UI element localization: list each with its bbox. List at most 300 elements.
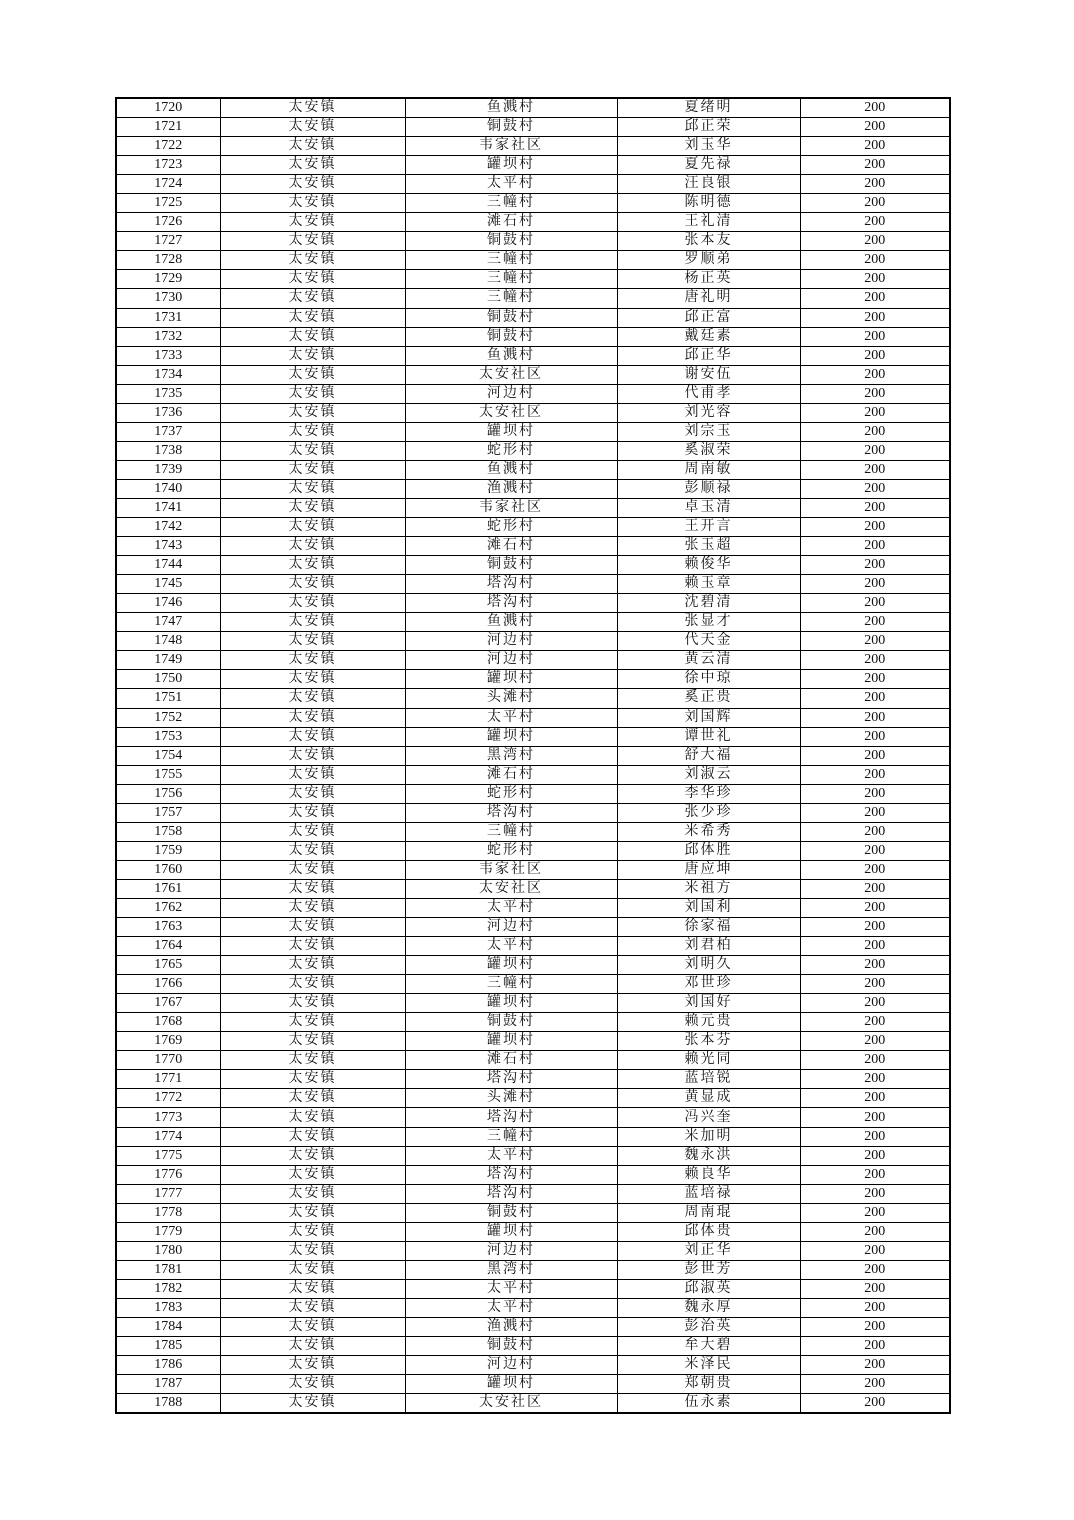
table-row [116,1318,950,1337]
person-name-cell: 代天金 [617,632,800,651]
serial-number-cell: 1737 [116,422,220,441]
town-cell: 太安镇 [220,232,405,251]
town-cell: 太安镇 [220,365,405,384]
serial-number-cell: 1750 [116,670,220,689]
table-row [116,956,950,975]
amount-cell: 200 [800,346,950,365]
amount-cell: 200 [800,137,950,156]
serial-number-cell: 1779 [116,1222,220,1241]
serial-number-cell: 1724 [116,175,220,194]
village-cell: 蛇形村 [405,441,617,460]
serial-number-cell: 1761 [116,879,220,898]
serial-number-cell: 1772 [116,1089,220,1108]
town-cell: 太安镇 [220,403,405,422]
table-row [116,1127,950,1146]
person-name-cell: 邱淑英 [617,1279,800,1298]
person-name-cell: 邱体贵 [617,1222,800,1241]
village-cell: 铜鼓村 [405,1013,617,1032]
village-cell: 鱼溅村 [405,460,617,479]
table-row [116,1070,950,1089]
serial-number-cell: 1731 [116,308,220,327]
person-name-cell: 赖良华 [617,1165,800,1184]
table-row [116,651,950,670]
village-cell: 三幢村 [405,194,617,213]
serial-number-cell: 1784 [116,1318,220,1337]
serial-number-cell: 1785 [116,1337,220,1356]
town-cell: 太安镇 [220,1184,405,1203]
table-row [116,746,950,765]
village-cell: 太安社区 [405,365,617,384]
table-row [116,346,950,365]
serial-number-cell: 1774 [116,1127,220,1146]
village-cell: 蛇形村 [405,518,617,537]
serial-number-cell: 1755 [116,765,220,784]
amount-cell: 200 [800,1222,950,1241]
person-name-cell: 刘淑云 [617,765,800,784]
serial-number-cell: 1730 [116,289,220,308]
serial-number-cell: 1745 [116,575,220,594]
village-cell: 河边村 [405,1356,617,1375]
amount-cell: 200 [800,803,950,822]
table-row [116,327,950,346]
person-name-cell: 刘国辉 [617,708,800,727]
amount-cell: 200 [800,727,950,746]
town-cell: 太安镇 [220,251,405,270]
amount-cell: 200 [800,1337,950,1356]
serial-number-cell: 1777 [116,1184,220,1203]
town-cell: 太安镇 [220,441,405,460]
table-row [116,1222,950,1241]
town-cell: 太安镇 [220,746,405,765]
serial-number-cell: 1773 [116,1108,220,1127]
amount-cell: 200 [800,441,950,460]
village-cell: 罐坝村 [405,1222,617,1241]
town-cell: 太安镇 [220,460,405,479]
amount-cell: 200 [800,689,950,708]
table-row [116,1184,950,1203]
serial-number-cell: 1722 [116,137,220,156]
town-cell: 太安镇 [220,613,405,632]
village-cell: 塔沟村 [405,1108,617,1127]
town-cell: 太安镇 [220,270,405,289]
person-name-cell: 赖玉章 [617,575,800,594]
person-name-cell: 张本芬 [617,1032,800,1051]
town-cell: 太安镇 [220,518,405,537]
town-cell: 太安镇 [220,822,405,841]
person-name-cell: 杨正英 [617,270,800,289]
town-cell: 太安镇 [220,1146,405,1165]
person-name-cell: 米希秀 [617,822,800,841]
serial-number-cell: 1747 [116,613,220,632]
amount-cell: 200 [800,289,950,308]
person-name-cell: 魏永厚 [617,1298,800,1317]
amount-cell: 200 [800,708,950,727]
person-name-cell: 邱体胜 [617,841,800,860]
table-row [116,1108,950,1127]
village-cell: 太平村 [405,1279,617,1298]
serial-number-cell: 1726 [116,213,220,232]
amount-cell: 200 [800,670,950,689]
village-cell: 铜鼓村 [405,308,617,327]
amount-cell: 200 [800,898,950,917]
serial-number-cell: 1766 [116,975,220,994]
village-cell: 鱼溅村 [405,98,617,118]
serial-number-cell: 1768 [116,1013,220,1032]
amount-cell: 200 [800,1279,950,1298]
village-cell: 塔沟村 [405,1165,617,1184]
person-name-cell: 谭世礼 [617,727,800,746]
amount-cell: 200 [800,156,950,175]
serial-number-cell: 1764 [116,937,220,956]
town-cell: 太安镇 [220,175,405,194]
serial-number-cell: 1735 [116,384,220,403]
table-row [116,422,950,441]
amount-cell: 200 [800,651,950,670]
village-cell: 三幢村 [405,289,617,308]
village-cell: 鱼溅村 [405,346,617,365]
serial-number-cell: 1744 [116,556,220,575]
town-cell: 太安镇 [220,670,405,689]
town-cell: 太安镇 [220,118,405,137]
town-cell: 太安镇 [220,1165,405,1184]
village-cell: 罐坝村 [405,956,617,975]
village-cell: 三幢村 [405,975,617,994]
serial-number-cell: 1723 [116,156,220,175]
table-row [116,784,950,803]
person-name-cell: 蓝培禄 [617,1184,800,1203]
village-cell: 滩石村 [405,537,617,556]
village-cell: 铜鼓村 [405,327,617,346]
town-cell: 太安镇 [220,479,405,498]
amount-cell: 200 [800,784,950,803]
person-name-cell: 张玉超 [617,537,800,556]
amount-cell: 200 [800,118,950,137]
village-cell: 太安社区 [405,879,617,898]
table-row [116,879,950,898]
town-cell: 太安镇 [220,556,405,575]
serial-number-cell: 1760 [116,860,220,879]
town-cell: 太安镇 [220,803,405,822]
town-cell: 太安镇 [220,498,405,517]
serial-number-cell: 1758 [116,822,220,841]
village-cell: 太安社区 [405,403,617,422]
serial-number-cell: 1728 [116,251,220,270]
table-row [116,1375,950,1394]
serial-number-cell: 1746 [116,594,220,613]
village-cell: 太平村 [405,175,617,194]
person-name-cell: 徐中琼 [617,670,800,689]
amount-cell: 200 [800,175,950,194]
amount-cell: 200 [800,632,950,651]
person-name-cell: 蓝培锐 [617,1070,800,1089]
person-name-cell: 彭治英 [617,1318,800,1337]
serial-number-cell: 1783 [116,1298,220,1317]
table-row [116,498,950,517]
amount-cell: 200 [800,937,950,956]
town-cell: 太安镇 [220,1394,405,1414]
village-cell: 蛇形村 [405,784,617,803]
amount-cell: 200 [800,422,950,441]
village-cell: 塔沟村 [405,1070,617,1089]
serial-number-cell: 1781 [116,1260,220,1279]
table-row [116,213,950,232]
person-name-cell: 徐家福 [617,918,800,937]
town-cell: 太安镇 [220,1051,405,1070]
serial-number-cell: 1748 [116,632,220,651]
village-cell: 鱼溅村 [405,613,617,632]
person-name-cell: 黄显成 [617,1089,800,1108]
serial-number-cell: 1725 [116,194,220,213]
person-name-cell: 刘明久 [617,956,800,975]
person-name-cell: 周南琨 [617,1203,800,1222]
town-cell: 太安镇 [220,98,405,118]
serial-number-cell: 1756 [116,784,220,803]
amount-cell: 200 [800,918,950,937]
table-row [116,1203,950,1222]
village-cell: 河边村 [405,918,617,937]
village-cell: 罐坝村 [405,994,617,1013]
town-cell: 太安镇 [220,422,405,441]
amount-cell: 200 [800,232,950,251]
table-row [116,1241,950,1260]
village-cell: 铜鼓村 [405,232,617,251]
serial-number-cell: 1734 [116,365,220,384]
serial-number-cell: 1732 [116,327,220,346]
person-name-cell: 刘国利 [617,898,800,917]
table-row [116,137,950,156]
town-cell: 太安镇 [220,784,405,803]
table-row [116,175,950,194]
town-cell: 太安镇 [220,632,405,651]
table-row [116,365,950,384]
table-row [116,670,950,689]
serial-number-cell: 1770 [116,1051,220,1070]
village-cell: 河边村 [405,384,617,403]
serial-number-cell: 1740 [116,479,220,498]
amount-cell: 200 [800,1089,950,1108]
person-name-cell: 张少珍 [617,803,800,822]
amount-cell: 200 [800,1108,950,1127]
table-row [116,575,950,594]
table-row [116,822,950,841]
town-cell: 太安镇 [220,898,405,917]
person-name-cell: 李华珍 [617,784,800,803]
table-row [116,194,950,213]
table-row [116,594,950,613]
amount-cell: 200 [800,994,950,1013]
table-row [116,308,950,327]
village-cell: 罐坝村 [405,1032,617,1051]
person-name-cell: 赖元贵 [617,1013,800,1032]
village-cell: 三幢村 [405,822,617,841]
village-cell: 头滩村 [405,689,617,708]
town-cell: 太安镇 [220,575,405,594]
amount-cell: 200 [800,594,950,613]
town-cell: 太安镇 [220,137,405,156]
serial-number-cell: 1739 [116,460,220,479]
amount-cell: 200 [800,613,950,632]
serial-number-cell: 1727 [116,232,220,251]
person-name-cell: 周南敏 [617,460,800,479]
serial-number-cell: 1753 [116,727,220,746]
serial-number-cell: 1738 [116,441,220,460]
table-row [116,1394,950,1414]
person-name-cell: 刘光容 [617,403,800,422]
person-name-cell: 夏绪明 [617,98,800,118]
village-cell: 太平村 [405,1146,617,1165]
village-cell: 河边村 [405,1241,617,1260]
table-row [116,1051,950,1070]
table-row [116,898,950,917]
amount-cell: 200 [800,1203,950,1222]
town-cell: 太安镇 [220,841,405,860]
amount-cell: 200 [800,308,950,327]
serial-number-cell: 1741 [116,498,220,517]
amount-cell: 200 [800,365,950,384]
town-cell: 太安镇 [220,651,405,670]
amount-cell: 200 [800,1165,950,1184]
village-cell: 蛇形村 [405,841,617,860]
person-name-cell: 张显才 [617,613,800,632]
town-cell: 太安镇 [220,1108,405,1127]
table-row [116,479,950,498]
person-name-cell: 彭顺禄 [617,479,800,498]
amount-cell: 200 [800,956,950,975]
table-row [116,1298,950,1317]
serial-number-cell: 1769 [116,1032,220,1051]
village-cell: 河边村 [405,632,617,651]
person-name-cell: 魏永洪 [617,1146,800,1165]
table-row [116,975,950,994]
table-row [116,156,950,175]
table-row [116,251,950,270]
serial-number-cell: 1771 [116,1070,220,1089]
serial-number-cell: 1729 [116,270,220,289]
village-cell: 渔溅村 [405,1318,617,1337]
village-cell: 三幢村 [405,270,617,289]
person-name-cell: 刘宗玉 [617,422,800,441]
person-name-cell: 奚淑荣 [617,441,800,460]
person-name-cell: 刘国好 [617,994,800,1013]
town-cell: 太安镇 [220,918,405,937]
table-row [116,1260,950,1279]
village-cell: 罐坝村 [405,670,617,689]
town-cell: 太安镇 [220,156,405,175]
amount-cell: 200 [800,975,950,994]
village-cell: 太平村 [405,937,617,956]
table-row [116,1165,950,1184]
serial-number-cell: 1733 [116,346,220,365]
table-row [116,556,950,575]
person-name-cell: 王开言 [617,518,800,537]
village-cell: 太平村 [405,708,617,727]
person-name-cell: 奚正贵 [617,689,800,708]
table-row [116,994,950,1013]
village-cell: 黑湾村 [405,746,617,765]
amount-cell: 200 [800,860,950,879]
person-name-cell: 刘君柏 [617,937,800,956]
village-cell: 太平村 [405,898,617,917]
village-cell: 塔沟村 [405,594,617,613]
amount-cell: 200 [800,575,950,594]
serial-number-cell: 1765 [116,956,220,975]
table-row [116,1146,950,1165]
town-cell: 太安镇 [220,879,405,898]
table-row [116,270,950,289]
town-cell: 太安镇 [220,765,405,784]
table-row [116,1279,950,1298]
town-cell: 太安镇 [220,1089,405,1108]
person-name-cell: 汪良银 [617,175,800,194]
village-cell: 铜鼓村 [405,118,617,137]
town-cell: 太安镇 [220,1279,405,1298]
person-name-cell: 米祖方 [617,879,800,898]
amount-cell: 200 [800,403,950,422]
serial-number-cell: 1763 [116,918,220,937]
serial-number-cell: 1778 [116,1203,220,1222]
person-name-cell: 代甫孝 [617,384,800,403]
amount-cell: 200 [800,98,950,118]
town-cell: 太安镇 [220,689,405,708]
amount-cell: 200 [800,879,950,898]
person-name-cell: 刘玉华 [617,137,800,156]
table-row [116,632,950,651]
amount-cell: 200 [800,270,950,289]
town-cell: 太安镇 [220,727,405,746]
person-name-cell: 冯兴奎 [617,1108,800,1127]
town-cell: 太安镇 [220,1241,405,1260]
amount-cell: 200 [800,1298,950,1317]
person-name-cell: 谢安伍 [617,365,800,384]
table-row [116,1013,950,1032]
amount-cell: 200 [800,765,950,784]
village-cell: 铜鼓村 [405,1203,617,1222]
person-name-cell: 邱正华 [617,346,800,365]
amount-cell: 200 [800,251,950,270]
amount-cell: 200 [800,1032,950,1051]
table-row [116,518,950,537]
town-cell: 太安镇 [220,194,405,213]
serial-number-cell: 1754 [116,746,220,765]
roster-body [116,98,950,1413]
amount-cell: 200 [800,1070,950,1089]
table-row [116,803,950,822]
table-row [116,403,950,422]
table-row [116,918,950,937]
person-name-cell: 牟大碧 [617,1337,800,1356]
person-name-cell: 戴廷素 [617,327,800,346]
serial-number-cell: 1780 [116,1241,220,1260]
serial-number-cell: 1788 [116,1394,220,1414]
village-cell: 三幢村 [405,251,617,270]
roster-table [115,97,951,1414]
village-cell: 韦家社区 [405,498,617,517]
town-cell: 太安镇 [220,937,405,956]
town-cell: 太安镇 [220,1127,405,1146]
person-name-cell: 彭世芳 [617,1260,800,1279]
person-name-cell: 唐礼明 [617,289,800,308]
serial-number-cell: 1767 [116,994,220,1013]
table-row [116,1356,950,1375]
town-cell: 太安镇 [220,1375,405,1394]
person-name-cell: 黄云清 [617,651,800,670]
town-cell: 太安镇 [220,708,405,727]
town-cell: 太安镇 [220,213,405,232]
town-cell: 太安镇 [220,537,405,556]
village-cell: 滩石村 [405,213,617,232]
village-cell: 河边村 [405,651,617,670]
amount-cell: 200 [800,384,950,403]
